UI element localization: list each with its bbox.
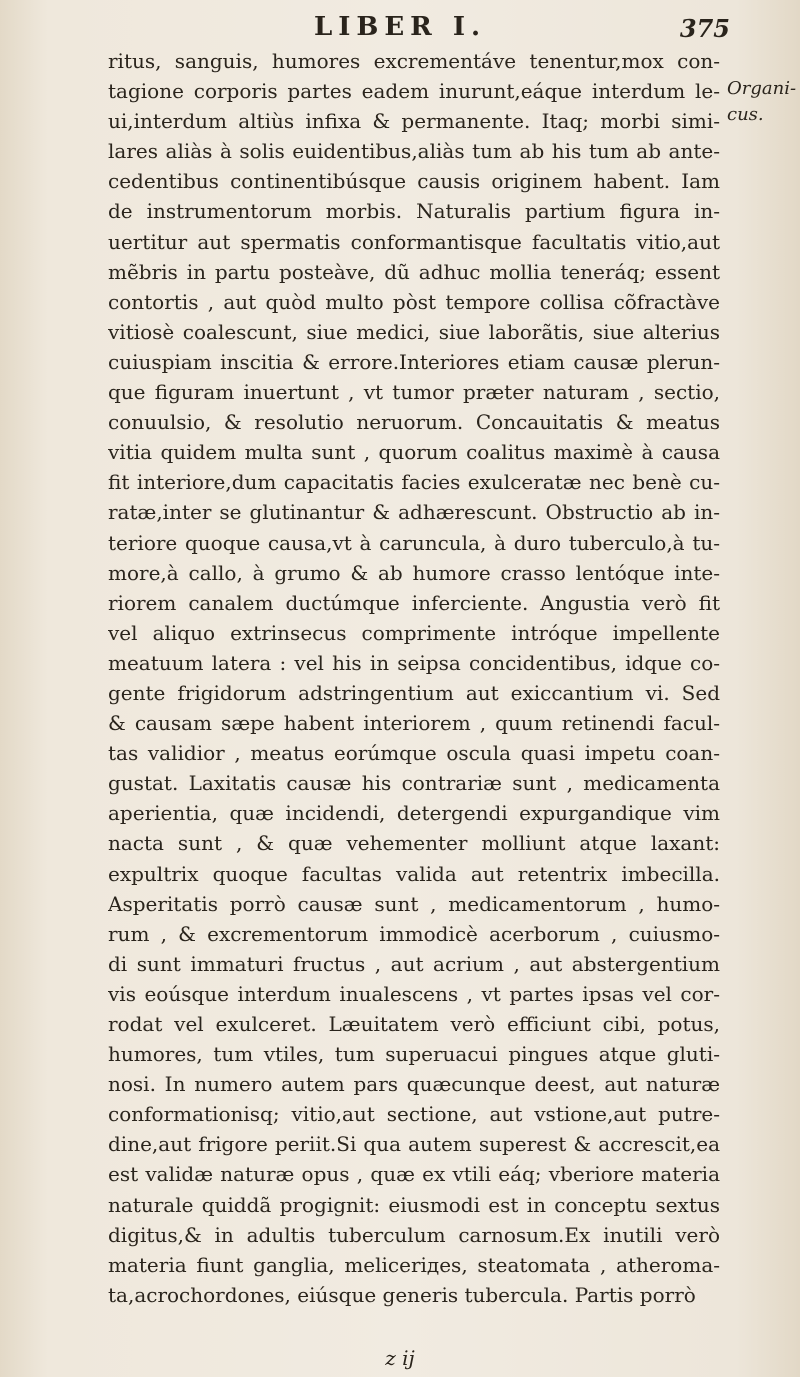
marginal-note-line: cus. bbox=[727, 104, 764, 125]
text-line: uertitur aut spermatis conformantisque facultatis vitio,aut bbox=[108, 229, 720, 254]
text-line: Asperitatis porrò causæ sunt , medicamentorum , humo- bbox=[108, 891, 720, 916]
text-line: gente frigidorum adstringentium aut exiccantium vi. Sed bbox=[108, 680, 720, 705]
text-line: lares aliàs à solis euidentibus,aliàs tum ab his tum ab ante- bbox=[108, 139, 720, 164]
text-line: more,à callo, à grumo & ab humore crasso lentóque inte- bbox=[108, 560, 720, 585]
text-line: contortis , aut quòd multo pòst tempore collisa cõfractàve bbox=[108, 289, 720, 314]
text-line: que figuram inuertunt , vt tumor præter naturam , sectio, bbox=[108, 380, 720, 405]
text-line: digitus,& in adultis tuberculum carnosum.Ex inutili verò bbox=[108, 1222, 720, 1247]
text-line: vitiosè coalescunt, siue medici, siue laborãtis, siue alterius bbox=[108, 319, 720, 344]
text-line: nosi. In numero autem pars quæcunque deest, aut naturæ bbox=[108, 1072, 720, 1097]
running-head: LIBER I. bbox=[313, 12, 487, 42]
text-line: vitia quidem multa sunt , quorum coalitus maximè à causa bbox=[108, 440, 720, 465]
text-line: vel aliquo extrinsecus comprimente intróque impellente bbox=[108, 620, 720, 645]
text-line: de instrumentorum morbis. Naturalis partium figura in- bbox=[108, 199, 720, 224]
text-line: conformationisq; vitio,aut sectione, aut vstione,aut putre- bbox=[108, 1102, 720, 1127]
text-line: nacta sunt , & quæ vehementer molliunt atque laxant: bbox=[108, 831, 720, 856]
text-line: teriore quoque causa,vt à caruncula, à duro tuberculo,à tu- bbox=[108, 530, 720, 555]
text-line: vis eoúsque interdum inualescens , vt partes ipsas vel cor- bbox=[108, 981, 720, 1006]
text-line: ritus, sanguis, humores excrementáve tenentur,mox con- bbox=[108, 49, 720, 73]
text-line: ta,acrochordones, eiúsque generis tubercula. Partis porrò bbox=[108, 1282, 696, 1307]
text-line: rodat vel exulceret. Læuitatem verò efficiunt cibi, potus, bbox=[108, 1012, 720, 1036]
signature-mark: z ij bbox=[385, 1346, 415, 1370]
text-line: meatuum latera : vel his in seipsa concidentibus, idque co- bbox=[108, 650, 720, 675]
text-line: tagione corporis partes eadem inurunt,eáque interdum le- bbox=[108, 79, 720, 104]
text-line: fit interiore,dum capacitatis facies exulceratæ nec benè cu- bbox=[108, 470, 720, 495]
text-line: expultrix quoque facultas valida aut retentrix imbecilla. bbox=[108, 861, 720, 886]
text-line: est validæ naturæ opus , quæ ex vtili eáq; vberiore materia bbox=[108, 1162, 720, 1187]
text-line: naturale quiddã progignit: eiusmodi est in conceptu sextus bbox=[108, 1192, 720, 1217]
text-line: mẽbris in partu posteàve, dũ adhuc mollia teneráq; essent bbox=[108, 259, 720, 284]
text-line: conuulsio, & resolutio neruorum. Concauitatis & meatus bbox=[108, 410, 720, 435]
text-line: riorem canalem ductúmque inferciente. Angustia verò fit bbox=[108, 590, 720, 615]
text-line: humores, tum vtiles, tum superuacui pingues atque gluti- bbox=[108, 1042, 720, 1067]
text-line: cedentibus continentibúsque causis originem habent. Iam bbox=[108, 169, 720, 194]
text-line: gustat. Laxitatis causæ his contrariæ sunt , medicamenta bbox=[108, 771, 720, 796]
text-line: dine,aut frigore periit.Si qua autem superest & accrescit,ea bbox=[108, 1132, 720, 1157]
text-line: aperientia, quæ incidendi, detergendi expurgandique vim bbox=[108, 801, 720, 826]
text-line: ratæ,inter se glutinantur & adhærescunt. Obstructio ab in- bbox=[108, 500, 720, 525]
text-line: di sunt immaturi fructus , aut acrium , aut abstergentium bbox=[108, 951, 720, 976]
text-line: materia fiunt ganglia, meliceriдes, steatomata , atheroma- bbox=[108, 1252, 720, 1277]
page-number: 375 bbox=[679, 14, 730, 43]
text-line: ui,interdum altiùs infixa & permanente. Itaq; morbi simi- bbox=[108, 109, 720, 134]
page-header bbox=[0, 8, 800, 48]
marginal-note-line: Organi- bbox=[727, 78, 797, 99]
text-line: cuiuspiam inscitia & errore.Interiores etiam causæ plerun- bbox=[108, 349, 720, 374]
text-line: & causam sæpe habent interiorem , quum retinendi facul- bbox=[108, 711, 720, 736]
text-line: rum , & excrementorum immodicè acerborum , cuiusmo- bbox=[108, 921, 720, 946]
text-line: tas validior , meatus eorúmque oscula quasi impetu coan- bbox=[108, 741, 720, 766]
marginal-note bbox=[727, 76, 797, 128]
body-text bbox=[108, 46, 720, 1310]
